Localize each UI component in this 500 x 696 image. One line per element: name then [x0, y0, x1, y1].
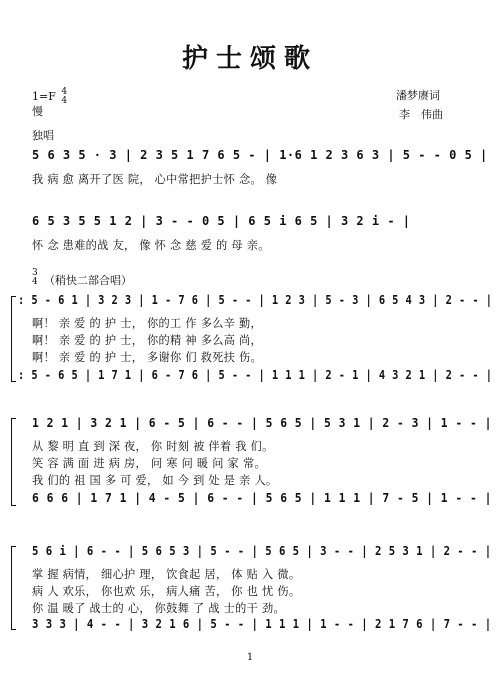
- chorus2-lyrics-verse-1: 从 黎 明 直 到 深 夜， 你 时刻 被 伴着 我 们。: [32, 440, 274, 453]
- solo-lyrics-line-2: 怀 念 患难的战 友， 像 怀 念 慈 爱 的 母 亲。: [32, 239, 270, 252]
- chorus3-lyrics-verse-1: 掌 握 病情， 细心护 理， 饮食起 居， 体 贴 入 微。: [32, 568, 301, 581]
- chorus2-lower-notes: 6 6 6 | 1 7 1 | 4 - 5 | 6 - - | 5 6 5 | 1 1 1 | 7 - 5 | 1 - - |: [32, 491, 492, 505]
- chorus2-lyrics-verse-2: 笑 容 满 面 进 病 房， 问 寒 问 暖 问 家 常。: [32, 457, 266, 470]
- credits: [396, 86, 443, 124]
- chorus3-upper-notes: 5 6 i | 6 - - | 5 6 5 3 | 5 - - | 5 6 5 | 3 - - | 2 5 3 1 | 2 - - |: [32, 544, 492, 558]
- solo-lyrics-line-1: 我 病 愈 离开了医 院， 心中常把护士怀 念。 像: [32, 173, 278, 186]
- time-sig-bottom: 4: [61, 96, 68, 106]
- section2-time-bottom: 4: [32, 277, 38, 287]
- chorus1-upper-notes: : 5 - 6 1 | 3 2 3 | 1 - 7 6 | 5 - - | 1 2 3 | 5 - 3 | 6 5 4 3 | 2 - - |: [18, 293, 493, 307]
- chorus3-lyrics-verse-3: 你 温 暖了 战士的 心， 你鼓舞 了 战 士的干 劲。: [32, 602, 285, 615]
- section2-time-top: 3: [32, 268, 38, 278]
- lyricist: 潘梦赓词: [396, 89, 440, 102]
- chorus1-lower-notes: : 5 - 6 5 | 1 7 1 | 6 - 7 6 | 5 - - | 1 1 1 | 2 - 1 | 4 3 2 1 | 2 - - |: [18, 368, 493, 382]
- key-label: 1=F: [32, 90, 56, 103]
- page-number: 1: [246, 652, 254, 663]
- tempo-marking: 慢: [32, 105, 43, 118]
- chorus1-lyrics-verse-3: 啊！ 亲 爱 的 护 士， 多谢你 们 救死扶 伤。: [32, 351, 262, 364]
- section2-time-signature: [32, 269, 38, 287]
- solo-label: 独唱: [32, 129, 54, 142]
- solo-notes-line-1: 5 6 3 5 · 3 | 2 3 5 1 7 6 5 - | 1·6 1 2 3 6 3 | 5 - - 0 5 |: [32, 148, 488, 162]
- system-brace-3: [11, 546, 16, 630]
- chorus3-lower-notes: 3 3 3 | 4 - - | 3 2 1 6 | 5 - - | 1 1 1 | 1 - - | 2 1 7 6 | 7 - - |: [32, 617, 492, 631]
- section2-label: （稍快二部合唱）: [44, 274, 132, 287]
- chorus1-lyrics-verse-2: 啊！ 亲 爱 的 护 士， 你的精 神 多么高 尚，: [32, 334, 262, 347]
- song-title: 护士颂歌: [181, 44, 318, 74]
- time-sig-top: 4: [61, 87, 68, 97]
- chorus2-upper-notes: 1 2 1 | 3 2 1 | 6 - 5 | 6 - - | 5 6 5 | 5 3 1 | 2 - 3 | 1 - - |: [32, 416, 492, 430]
- chorus1-lyrics-verse-1: 啊！ 亲 爱 的 护 士， 你的工 作 多么辛 勤，: [32, 317, 262, 330]
- chorus2-lyrics-verse-3: 我 们的 祖 国 多 可 爱， 如 今 到 处 是 亲 人。: [32, 474, 278, 487]
- chorus3-lyrics-verse-2: 病 人 欢乐， 你也欢 乐， 病人痛 苦， 你 也 忧 伤。: [32, 585, 301, 598]
- system-brace-1: [11, 296, 16, 382]
- system-brace-2: [11, 418, 16, 506]
- time-signature: [61, 88, 67, 106]
- composer: 李 伟曲: [399, 108, 443, 121]
- solo-notes-line-2: 6 5 3 5 5 1 2 | 3 - - 0 5 | 6 5 i 6 5 | 3 2 i - |: [32, 214, 411, 228]
